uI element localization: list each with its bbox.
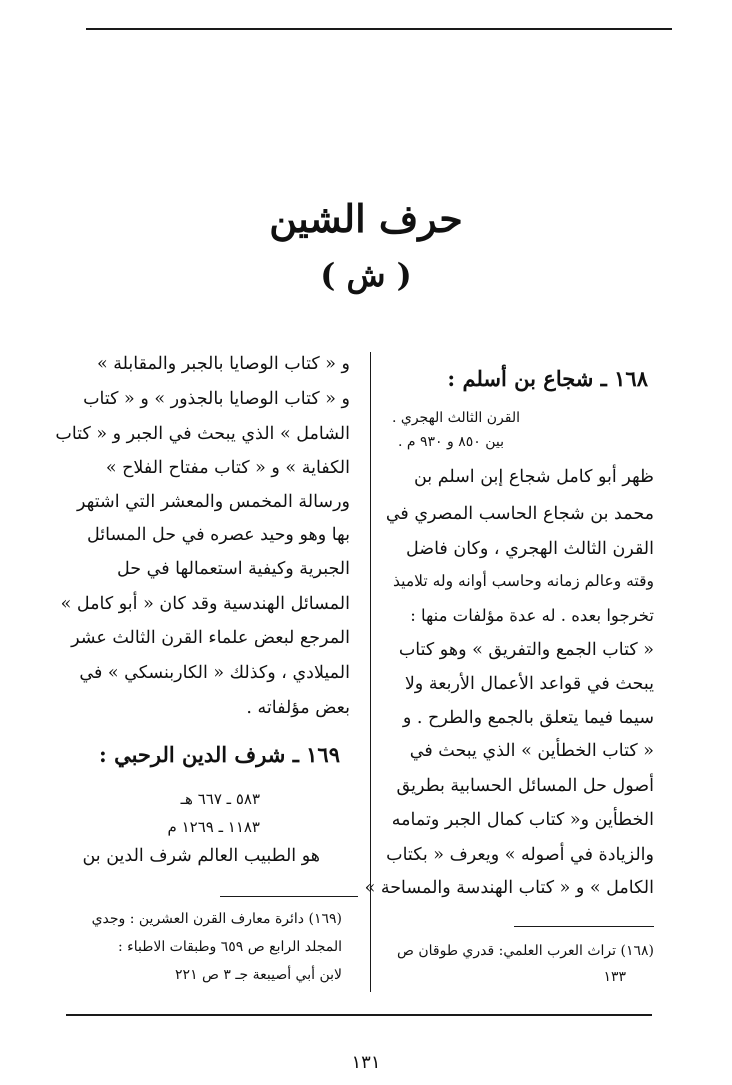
left-text-line: و « كتاب الوصايا بالجبر والمقابلة » xyxy=(96,354,350,374)
chapter-subtitle: ( ش ) xyxy=(320,256,412,294)
entry-168-text-line: والزيادة في أصوله » ويعرف « بكتاب xyxy=(386,845,654,865)
entry-168-text-line: سيما فيما يتعلق بالجمع والطرح . و xyxy=(402,708,654,728)
page-number: ١٣١ xyxy=(351,1052,381,1073)
entry-168-text-line: يبحث في قواعد الأعمال الأربعة ولا xyxy=(404,674,654,694)
left-text-line: بعض مؤلفاته . xyxy=(246,698,350,718)
entry-168-text-line: « كتاب الجمع والتفريق » وهو كتاب xyxy=(398,640,654,660)
footnote-169-line: المجلد الرابع ص ٦٥٩ وطبقات الاطباء : xyxy=(117,939,342,955)
entry-heading-169: ١٦٩ ـ شرف الدين الرحبي : xyxy=(99,742,340,767)
footnote-rule-left xyxy=(220,896,358,897)
entry-169-text-line: هو الطبيب العالم شرف الدين بن xyxy=(82,846,320,866)
bottom-rule xyxy=(66,1014,652,1016)
left-text-line: الكفاية » و « كتاب مفتاح الفلاح » xyxy=(105,458,350,478)
entry-168-years: بين ٨٥٠ و ٩٣٠ م . xyxy=(397,434,504,450)
entry-169-gregorian-years: ١١٨٣ ـ ١٢٦٩ م xyxy=(167,818,260,836)
footnote-rule-right xyxy=(514,926,654,927)
left-text-line: و « كتاب الوصايا بالجذور » و « كتاب xyxy=(83,389,350,409)
entry-168-century: القرن الثالث الهجري . xyxy=(391,410,520,426)
left-text-line: الجبرية وكيفية استعمالها في حل xyxy=(117,559,350,579)
top-rule xyxy=(86,28,672,30)
left-text-line: المسائل الهندسية وقد كان « أبو كامل » xyxy=(60,594,350,614)
footnote-168-page: ١٣٣ xyxy=(603,969,626,985)
footnote-169-line: لابن أبي أصيبعة جـ ٣ ص ٢٢١ xyxy=(175,967,342,983)
left-text-line: الميلادي ، وكذلك « الكاربنسكي » في xyxy=(79,663,350,683)
entry-168-text-line: الكامل » و « كتاب الهندسة والمساحة » xyxy=(364,878,654,898)
entry-168-text-line: تخرجوا بعده . له عدة مؤلفات منها : xyxy=(410,606,654,625)
footnote-169-line: (١٦٩) دائرة معارف القرن العشرين : وجدي xyxy=(91,911,342,927)
entry-168-text-line: « كتاب الخطأين » الذي يبحث في xyxy=(409,741,654,761)
left-text-line: المرجع لبعض علماء القرن الثالث عشر xyxy=(71,628,350,648)
entry-168-text-line: وقته وعالم زمانه وحاسب أوانه وله تلاميذ xyxy=(393,572,654,590)
entry-168-text-line: محمد بن شجاع الحاسب المصري في xyxy=(385,504,654,524)
left-text-line: بها وهو وحيد عصره في حل المسائل xyxy=(87,525,350,545)
entry-169-hijri-years: ٥٨٣ ـ ٦٦٧ هـ xyxy=(180,790,260,808)
entry-168-text-line: ظهر أبو كامل شجاع إبن اسلم بن xyxy=(413,467,654,487)
entry-168-text-line: القرن الثالث الهجري ، وكان فاضل xyxy=(405,539,654,559)
left-text-line: الشامل » الذي يبحث في الجبر و « كتاب xyxy=(55,424,350,444)
chapter-title: حرف الشين xyxy=(269,196,463,241)
left-text-line: ورسالة المخمس والمعشر التي اشتهر xyxy=(77,492,350,512)
entry-168-text-line: الخطأين و« كتاب كمال الجبر وتمامه xyxy=(391,810,654,830)
entry-heading-168: ١٦٨ ـ شجاع بن أسلم : xyxy=(447,366,648,391)
entry-168-text-line: أصول حل المسائل الحسابية بطريق xyxy=(396,776,654,796)
footnote-168: (١٦٨) تراث العرب العلمي: قدري طوقان ص xyxy=(396,943,654,959)
